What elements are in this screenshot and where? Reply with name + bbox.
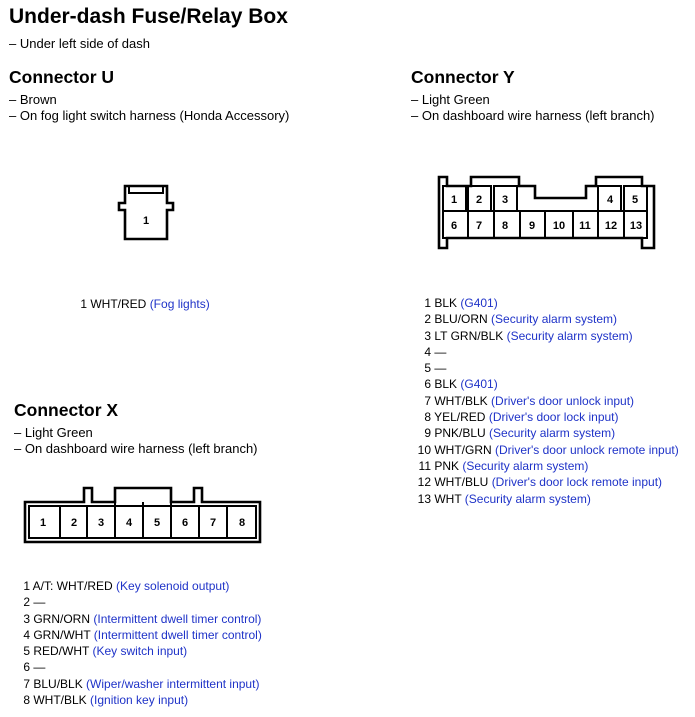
pin-description: (G401)	[460, 377, 498, 392]
pin-row	[414, 311, 679, 327]
connector-x-title: Connector X	[14, 400, 119, 420]
connector-y-pin-label: 4	[606, 194, 614, 206]
pin-wire: —	[434, 344, 447, 359]
connector-x-pin-label: 4	[125, 517, 133, 529]
pin-row	[414, 295, 679, 311]
connector-x-pin-label: 5	[153, 517, 161, 529]
pin-wire: PNK	[434, 458, 460, 473]
pin-number: 6	[23, 660, 30, 675]
connector-x-pin-label: 7	[209, 517, 217, 529]
connector-y-color: – Light Green	[411, 92, 490, 107]
pin-description: (Fog lights)	[149, 297, 210, 311]
connector-y-pin-label: 5	[631, 194, 639, 206]
pin-wire: WHT/RED	[90, 297, 147, 311]
pin-number: 11	[418, 458, 431, 473]
box-location: – Under left side of dash	[9, 36, 150, 51]
connector-y-pin-label: 8	[501, 220, 509, 232]
pin-row	[414, 425, 679, 441]
pin-wire: WHT	[434, 491, 462, 506]
connector-y-pin-label: 2	[475, 194, 483, 206]
pin-wire: WHT/BLU	[434, 475, 489, 490]
pin-wire: GRN/WHT	[33, 627, 91, 642]
pin-number: 3	[424, 328, 431, 343]
pin-number: 13	[417, 491, 431, 506]
connector-y-pin-label: 9	[528, 220, 536, 232]
pin-description: (Key solenoid output)	[116, 579, 230, 593]
connector-y-pin-label: 3	[501, 194, 509, 206]
connector-y-pin-label: 1	[450, 194, 458, 206]
pin-number: 2	[23, 595, 30, 610]
connector-x-pin-list	[20, 578, 262, 708]
connector-y-pin-label: 7	[475, 220, 483, 232]
pin-row	[414, 474, 679, 490]
pin-wire: RED/WHT	[33, 644, 90, 659]
pin-description: (Security alarm system)	[491, 312, 618, 327]
pin-row	[20, 676, 262, 692]
pin-wire: BLK	[434, 296, 458, 310]
connector-y-pin-label: 11	[579, 220, 591, 232]
pin-number: 3	[23, 611, 30, 626]
pin-row	[20, 594, 262, 610]
pin-description: (Intermittent dwell timer control)	[93, 611, 262, 626]
connector-x-pin-label: 2	[70, 517, 78, 529]
connector-y-pin-label: 6	[450, 220, 458, 232]
connector-y-face	[434, 173, 660, 253]
pin-wire: —	[33, 660, 46, 675]
pin-row	[414, 328, 679, 344]
pin-row	[414, 442, 679, 458]
pin-row	[414, 458, 679, 474]
connector-y-harness: – On dashboard wire harness (left branch)	[411, 108, 655, 123]
pin-row	[20, 627, 262, 643]
pin-description: (Driver's door lock remote input)	[491, 475, 663, 490]
pin-row	[414, 376, 679, 392]
connector-x-pin-label: 8	[238, 517, 246, 529]
pin-wire: PNK/BLU	[434, 426, 486, 441]
pin-description: (Key switch input)	[92, 644, 188, 659]
pin-row	[414, 393, 679, 409]
pin-row	[414, 409, 679, 425]
pin-number: 7	[424, 393, 431, 408]
pin-number: 1	[23, 579, 30, 593]
page-title: Under-dash Fuse/Relay Box	[9, 5, 288, 28]
pin-wire: WHT/BLK	[434, 393, 488, 408]
pin-wire: A/T: WHT/RED	[32, 579, 113, 593]
pin-description: (Security alarm system)	[464, 491, 591, 506]
pin-wire: YEL/RED	[434, 410, 486, 425]
pin-wire: WHT/GRN	[434, 442, 492, 457]
connector-u-harness: – On fog light switch harness (Honda Accessory)	[9, 108, 290, 123]
pin-description: (Security alarm system)	[462, 458, 589, 473]
connector-x-pin-label: 6	[181, 517, 189, 529]
pin-wire: BLU/BLK	[33, 676, 83, 691]
pin-row	[414, 344, 679, 360]
connector-x-pin-label: 1	[39, 517, 47, 529]
connector-y-pin-label: 13	[629, 220, 643, 232]
connector-y-pin-label: 10	[552, 220, 566, 232]
connector-x-color: – Light Green	[14, 425, 93, 440]
pin-description: (Driver's door unlock input)	[491, 393, 635, 408]
pin-number: 12	[417, 475, 431, 490]
pin-row	[20, 643, 262, 659]
pin-number: 5	[23, 644, 30, 659]
connector-x-pin-label: 3	[97, 517, 105, 529]
pin-wire: BLK	[434, 377, 458, 392]
pin-row	[20, 578, 262, 594]
pin-number: 8	[23, 693, 30, 708]
pin-description: (Security alarm system)	[489, 426, 616, 441]
connector-y-title: Connector Y	[411, 67, 515, 87]
connector-u-pin-list	[76, 296, 210, 312]
pin-description: (Security alarm system)	[506, 328, 633, 343]
pin-number: 1	[80, 297, 87, 311]
pin-row	[76, 296, 210, 312]
pin-description: (Intermittent dwell timer control)	[93, 627, 262, 642]
connector-y-pin-label: 12	[604, 220, 618, 232]
pin-number: 9	[424, 426, 431, 441]
pin-row	[20, 611, 262, 627]
pin-number: 10	[417, 442, 431, 457]
pin-number: 5	[424, 361, 431, 376]
pin-number: 2	[424, 312, 431, 327]
pin-number: 4	[23, 627, 30, 642]
connector-u-color: – Brown	[9, 92, 57, 107]
pin-row	[20, 692, 262, 708]
pin-description: (G401)	[460, 296, 498, 310]
connector-u-pin-label: 1	[142, 215, 150, 227]
pin-description: (Ignition key input)	[90, 693, 189, 708]
pin-description: (Wiper/washer intermittent input)	[86, 676, 260, 691]
pin-wire: —	[434, 361, 447, 376]
pin-number: 6	[424, 377, 431, 392]
connector-u-face	[116, 184, 176, 242]
pin-number: 8	[424, 410, 431, 425]
pin-number: 7	[23, 676, 30, 691]
pin-description: (Driver's door lock input)	[488, 410, 619, 425]
connector-u-title: Connector U	[9, 67, 114, 87]
pin-number: 1	[424, 296, 431, 310]
pin-wire: WHT/BLK	[33, 693, 87, 708]
pin-row	[20, 659, 262, 675]
connector-x-face	[20, 484, 266, 548]
pin-number: 4	[424, 344, 431, 359]
pin-row	[414, 360, 679, 376]
connector-y-pin-list	[414, 295, 679, 507]
pin-row	[414, 491, 679, 507]
pin-wire: —	[33, 595, 46, 610]
connector-x-harness: – On dashboard wire harness (left branch)	[14, 441, 258, 456]
pin-wire: GRN/ORN	[33, 611, 91, 626]
pin-wire: BLU/ORN	[434, 312, 488, 327]
pin-wire: LT GRN/BLK	[434, 328, 504, 343]
pin-description: (Driver's door unlock remote input)	[495, 442, 679, 457]
